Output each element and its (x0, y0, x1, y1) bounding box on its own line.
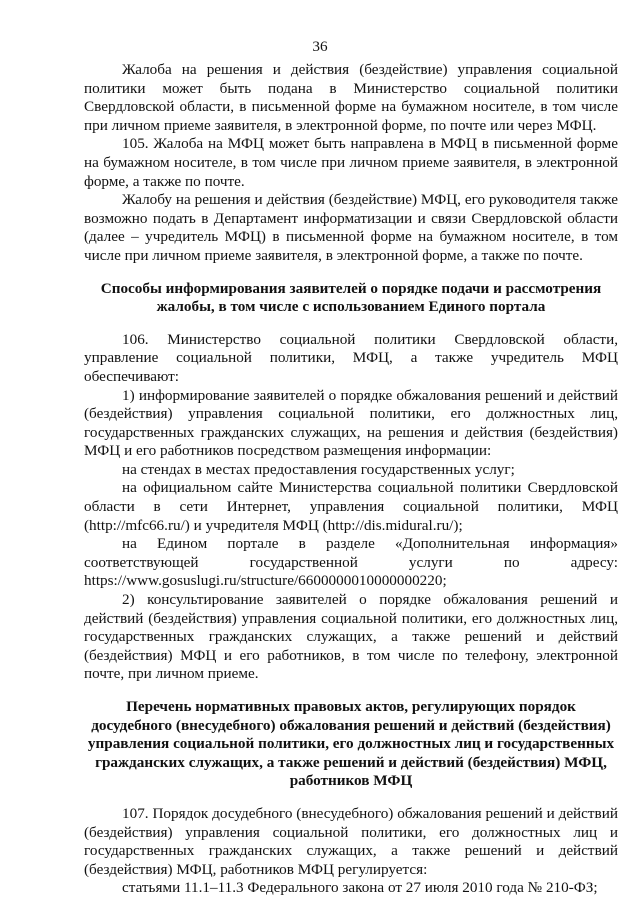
portal-word: портале (227, 535, 279, 553)
paragraph-105: 105. Жалоба на МФЦ может быть направлена в МФЦ в письменной форме на бумажном носителе, в том числе при личном приеме заявителя, в электронной форме, а также по почте. (84, 135, 618, 190)
section-heading-informing: Способы информирования заявителей о порядке подачи и рассмотрения жалобы, в том числе с использованием Единого портала (100, 279, 602, 316)
portal-word: по (503, 553, 520, 571)
paragraph-106-portal-line2 (84, 554, 618, 573)
paragraph-106-stands: на стендах в местах предоставления государственных услуг; (122, 460, 515, 478)
page-number: 36 (312, 38, 328, 55)
paragraph-107-law: статьями 11.1–11.3 Федерального закона от 27 июля 2010 года № 210-ФЗ; (122, 879, 598, 897)
portal-word: в (298, 535, 306, 553)
paragraph-107-intro: 107. Порядок досудебного (внесудебного) обжалования решений и действий (бездействия) управления социальной политики, его должностных лиц и государственных гражданских служащих, а также решений и действий (бездействия) МФЦ, работников МФЦ регулируется: (84, 804, 618, 878)
portal-word: «Дополнительная (395, 535, 510, 553)
paragraph-complaint-department: Жалобу на решения и действия (бездействие) МФЦ, его руководителя также возможно подать в Департамент информатизации и связи Свердловской области (далее – учредитель МФЦ) в письменной форме на бумажном носителе, в том числе при личном приеме заявителя, в электронной форме, а также по почте. (84, 191, 618, 264)
paragraph-106-portal-line1 (84, 535, 618, 554)
portal-word: на (122, 535, 137, 553)
portal-url: https://www.gosuslugi.ru/structure/6600000010000000220; (84, 572, 447, 590)
section-heading-legal-acts: Перечень нормативных правовых актов, регулирующих порядок досудебного (внесудебного) обжалования решений и действий (бездействия) управления социальной политики, его должностных лиц и государственных гражданских служащих, а также решений и действий (бездействия) МФЦ, работников МФЦ (87, 698, 615, 790)
page-body (84, 61, 618, 898)
paragraph-106-item2: 2) консультирование заявителей о порядке обжалования решений и действий (бездействия) управления социальной политики, его должностных лиц, государственных гражданских служащих, а также решений и действий (бездействия) МФЦ и его работников, в том числе по телефону, электронной почте, при личном приеме. (84, 591, 618, 683)
portal-word: адресу: (570, 553, 618, 571)
portal-word: Едином (157, 535, 208, 553)
paragraph-106-item1: 1) информирование заявителей о порядке обжалования решений и действий (бездействия) управления социальной политики, его должностных лиц, государственных гражданских служащих, на решения и действия (бездействия) МФЦ и его работников посредством размещения информации: (84, 386, 618, 460)
portal-word: разделе (326, 535, 375, 553)
portal-word: услуги (408, 553, 453, 571)
paragraph-106-website: на официальном сайте Министерства социальной политики Свердловской области в сети Интернет, управления социальной политики, МФЦ (http://mfc66.ru/) и учредителя МФЦ (http://dis.midural.ru/); (84, 479, 618, 534)
portal-word: государственной (249, 553, 358, 571)
portal-word: информация» (529, 535, 618, 553)
paragraph-complaint-ministry: Жалоба на решения и действия (бездействие) управления социальной политики может быть подана в Министерство социальной политики Свердловской области, в письменной форме на бумажном носителе, в том числе при личном приеме заявителя, в электронной форме, по почте или через МФЦ. (84, 61, 618, 134)
paragraph-106-intro: 106. Министерство социальной политики Свердловской области, управление социальной политики, МФЦ, а также учредитель МФЦ обеспечивают: (84, 330, 618, 385)
portal-word: соответствующей (84, 553, 199, 571)
